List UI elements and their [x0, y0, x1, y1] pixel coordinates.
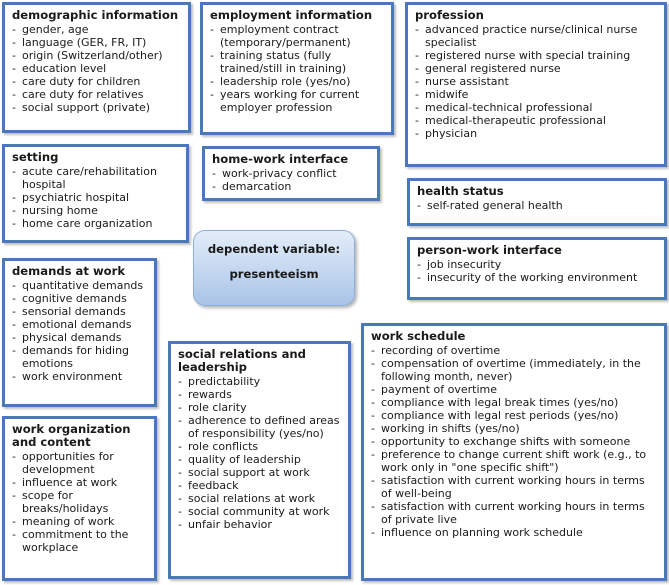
demands-item: - quantitative demands: [12, 279, 148, 292]
workorg-item: - scope for breaks/holidays: [12, 489, 148, 515]
profession-list: [415, 23, 658, 140]
demographic-item: - education level: [12, 62, 182, 75]
health-status-list: [417, 199, 658, 212]
workorg-item: - opportunities for development: [12, 450, 148, 476]
employment-information-title: employment information: [210, 8, 373, 22]
demands-item: - sensorial demands: [12, 305, 148, 318]
setting-item: - home care organization: [12, 217, 180, 230]
employment-item: - years working for current employer profession: [210, 88, 385, 114]
profession-item: - medical-therapeutic professional: [415, 114, 658, 127]
social-item: - social relations at work: [178, 492, 342, 505]
demands-at-work-box: [2, 258, 157, 407]
employment-item: - training status (fully trained/still in training): [210, 49, 385, 75]
demographic-information-box: [2, 2, 191, 133]
demographic-information-list: [12, 23, 182, 114]
social-relations-list: [178, 375, 342, 531]
social-item: - role conflicts: [178, 440, 342, 453]
homework-item: - work-privacy conflict: [212, 167, 371, 180]
employment-information-list: [210, 23, 385, 114]
demands-item: - emotional demands: [12, 318, 148, 331]
demographic-item: - social support (private): [12, 101, 182, 114]
demands-item: - cognitive demands: [12, 292, 148, 305]
health-status-box: [407, 178, 667, 226]
social-item: - adherence to defined areas of responsibility (yes/no): [178, 414, 342, 440]
dependent-variable-box: [193, 230, 355, 306]
profession-item: - general registered nurse: [415, 62, 658, 75]
demographic-item: - language (GER, FR, IT): [12, 36, 182, 49]
homework-item: - demarcation: [212, 180, 371, 193]
social-item: - predictability: [178, 375, 342, 388]
personwork-item: - insecurity of the working environment: [417, 271, 658, 284]
demographic-item: - origin (Switzerland/other): [12, 49, 182, 62]
social-item: - social community at work: [178, 505, 342, 518]
home-work-interface-list: [212, 167, 371, 193]
schedule-item: - working in shifts (yes/no): [371, 422, 658, 435]
health-item: - self-rated general health: [417, 199, 658, 212]
setting-title: setting: [12, 150, 59, 164]
presenteeism-label: presenteeism: [229, 267, 319, 281]
dependent-variable-label: dependent variable:: [207, 242, 341, 256]
social-item: - feedback: [178, 479, 342, 492]
person-work-interface-title: person-work interface: [417, 243, 562, 257]
profession-item: - registered nurse with special training: [415, 49, 658, 62]
schedule-item: - satisfaction with current working hours in terms of private live: [371, 500, 658, 526]
profession-item: - midwife: [415, 88, 658, 101]
demographic-item: - care duty for children: [12, 75, 182, 88]
employment-item: - employment contract (temporary/permanent): [210, 23, 385, 49]
schedule-item: - influence on planning work schedule: [371, 526, 658, 539]
schedule-item: - compensation of overtime (immediately, in the following month, never): [371, 357, 658, 383]
setting-item: - acute care/rehabilitation hospital: [12, 165, 180, 191]
work-organization-title: work organization and content: [12, 422, 131, 449]
social-item: - unfair behavior: [178, 518, 342, 531]
schedule-item: - opportunity to exchange shifts with someone: [371, 435, 658, 448]
schedule-item: - compliance with legal rest periods (yes/no): [371, 409, 658, 422]
person-work-interface-box: [407, 237, 667, 300]
home-work-interface-box: [202, 146, 380, 201]
profession-item: - medical-technical professional: [415, 101, 658, 114]
demands-at-work-title: demands at work: [12, 264, 126, 278]
person-work-interface-list: [417, 258, 658, 284]
schedule-item: - satisfaction with current working hours in terms of well-being: [371, 474, 658, 500]
work-organization-list: [12, 450, 148, 554]
employment-information-box: [200, 2, 394, 135]
schedule-item: - compliance with legal break times (yes/no): [371, 396, 658, 409]
profession-item: - nurse assistant: [415, 75, 658, 88]
social-item: - quality of leadership: [178, 453, 342, 466]
work-organization-box: [2, 416, 157, 581]
social-relations-title: social relations and leadership: [178, 347, 306, 374]
schedule-item: - payment of overtime: [371, 383, 658, 396]
work-schedule-box: [361, 323, 667, 581]
demands-at-work-list: [12, 279, 148, 383]
work-schedule-list: [371, 344, 658, 539]
schedule-item: - preference to change current shift work (e.g., to work only in "one specific shift"): [371, 448, 658, 474]
setting-item: - nursing home: [12, 204, 180, 217]
social-item: - rewards: [178, 388, 342, 401]
setting-item: - psychiatric hospital: [12, 191, 180, 204]
setting-box: [2, 144, 189, 243]
setting-list: [12, 165, 180, 230]
workorg-item: - commitment to the workplace: [12, 528, 148, 554]
workorg-item: - influence at work: [12, 476, 148, 489]
demographic-item: - care duty for relatives: [12, 88, 182, 101]
demands-item: - work environment: [12, 370, 148, 383]
health-status-title: health status: [417, 184, 504, 198]
demands-item: - demands for hiding emotions: [12, 344, 148, 370]
social-item: - role clarity: [178, 401, 342, 414]
personwork-item: - job insecurity: [417, 258, 658, 271]
employment-item: - leadership role (yes/no): [210, 75, 385, 88]
home-work-interface-title: home-work interface: [212, 152, 349, 166]
workorg-item: - meaning of work: [12, 515, 148, 528]
work-schedule-title: work schedule: [371, 329, 466, 343]
social-item: - social support at work: [178, 466, 342, 479]
social-relations-box: [168, 341, 351, 579]
profession-item: - physician: [415, 127, 658, 140]
demographic-item: - gender, age: [12, 23, 182, 36]
demands-item: - physical demands: [12, 331, 148, 344]
profession-item: - advanced practice nurse/clinical nurse specialist: [415, 23, 658, 49]
demographic-information-title: demographic information: [12, 8, 179, 22]
profession-box: [405, 2, 667, 167]
schedule-item: - recording of overtime: [371, 344, 658, 357]
profession-title: profession: [415, 8, 484, 22]
